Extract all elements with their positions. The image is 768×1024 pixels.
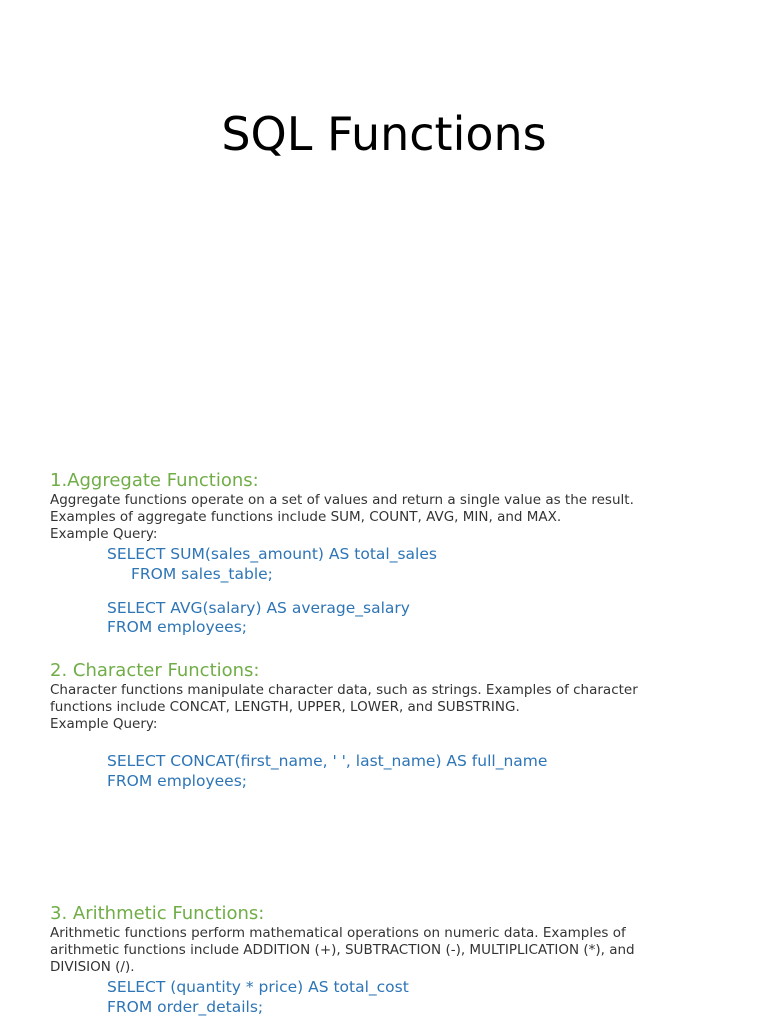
section-heading: 2. Character Functions: — [50, 660, 260, 681]
code-line: FROM sales_table; — [131, 565, 273, 583]
description-line: Examples of aggregate functions include SUM, COUNT, AVG, MIN, and MAX. — [50, 509, 562, 525]
section-aggregate-functions — [50, 470, 710, 543]
section-heading: 3. Arithmetic Functions: — [50, 903, 265, 924]
description-line: Character functions manipulate character data, such as strings. Examples of character — [50, 682, 638, 698]
description-line: DIVISION (/). — [50, 959, 135, 975]
description-line: functions include CONCAT, LENGTH, UPPER, LOWER, and SUBSTRING. — [50, 699, 520, 715]
code-line: SELECT CONCAT(first_name, ' ', last_name) AS full_name — [107, 752, 548, 770]
section-character-functions — [50, 660, 710, 733]
code-line: SELECT SUM(sales_amount) AS total_sales — [107, 545, 437, 563]
code-line: FROM employees; — [107, 618, 247, 636]
code-line: SELECT AVG(salary) AS average_salary — [107, 599, 410, 617]
description-line: arithmetic functions include ADDITION (+), SUBTRACTION (-), MULTIPLICATION (*), and — [50, 942, 635, 958]
code-line: FROM employees; — [107, 772, 247, 790]
section-heading: 1.Aggregate Functions: — [50, 470, 259, 491]
code-line: SELECT (quantity * price) AS total_cost — [107, 978, 409, 996]
description-line: Example Query: — [50, 526, 158, 542]
page-title: SQL Functions — [221, 107, 547, 161]
description-line: Arithmetic functions perform mathematical operations on numeric data. Examples of — [50, 925, 626, 941]
description-line: Aggregate functions operate on a set of values and return a single value as the result. — [50, 492, 634, 508]
description-line: Example Query: — [50, 716, 158, 732]
section-arithmetic-functions — [50, 903, 710, 976]
code-line: FROM order_details; — [107, 998, 264, 1016]
